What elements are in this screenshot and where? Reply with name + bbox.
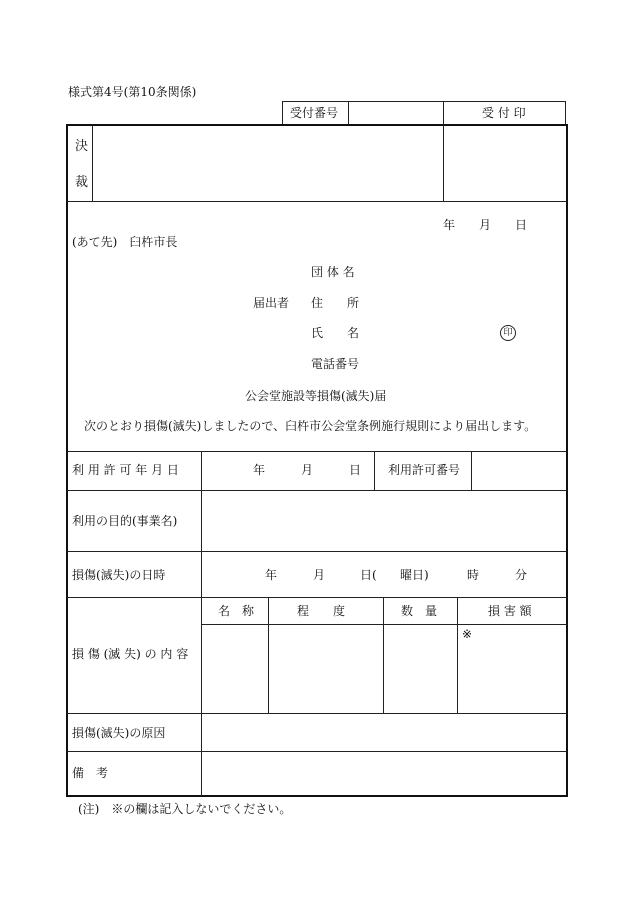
remarks-field[interactable] — [203, 753, 565, 795]
address-label: 住 所 — [311, 296, 360, 310]
content-quantity-field[interactable] — [385, 626, 456, 712]
cause-label: 損傷(滅失)の原因 — [72, 726, 166, 740]
receipt-stamp-area — [445, 126, 565, 200]
permit-number-field[interactable] — [473, 453, 565, 489]
damage-date-hour: 時 — [467, 568, 480, 582]
seal-icon: 印 — [500, 325, 516, 341]
content-degree-field[interactable] — [270, 626, 382, 712]
decision-char-1: 決 — [75, 139, 89, 154]
decision-field[interactable] — [94, 126, 442, 200]
applicant-label: 届出者 — [253, 296, 290, 310]
amount-mark: ※ — [462, 627, 473, 641]
purpose-label: 利用の目的(事業名) — [72, 514, 178, 528]
receipt-number-field[interactable] — [350, 103, 442, 123]
form-title: 様式第4号(第10条関係) — [68, 85, 197, 99]
remarks-label: 備 考 — [72, 766, 109, 780]
permit-date-year: 年 — [253, 463, 266, 477]
notice-date-day: 日 — [515, 218, 528, 232]
permit-date-day: 日 — [349, 463, 362, 477]
damage-date-year: 年 — [265, 568, 278, 582]
name-label: 氏 名 — [311, 326, 360, 340]
purpose-field[interactable] — [203, 492, 565, 550]
addressee: (あて先) 臼杵市長 — [72, 235, 178, 249]
document-title: 公会堂施設等損傷(滅失)届 — [245, 389, 387, 403]
damage-date-weekday: 曜日) — [400, 568, 429, 582]
content-name-field[interactable] — [203, 626, 267, 712]
org-name-label: 団 体 名 — [311, 265, 355, 279]
cause-field[interactable] — [203, 715, 565, 750]
decision-char-2: 裁 — [75, 175, 89, 190]
damage-content-label: 損 傷 (滅 失) の 内 容 — [72, 647, 189, 661]
footnote: (注) ※の欄は記入しないでください。 — [78, 802, 292, 816]
damage-date-minute: 分 — [515, 568, 528, 582]
content-col-degree: 程 度 — [297, 604, 346, 618]
content-col-amount: 損 害 額 — [488, 604, 532, 618]
permit-number-label: 利用許可番号 — [388, 463, 461, 477]
content-col-name: 名 称 — [218, 604, 255, 618]
damage-date-day: 日( — [360, 568, 377, 582]
notice-date-year: 年 — [443, 218, 456, 232]
damage-date-label: 損傷(滅失)の日時 — [72, 568, 166, 582]
statement-text: 次のとおり損傷(滅失)しましたので、臼杵市公会堂条例施行規則により届出します。 — [84, 419, 537, 433]
phone-label: 電話番号 — [311, 357, 360, 371]
damage-date-month: 月 — [313, 568, 326, 582]
receipt-stamp-label: 受 付 印 — [482, 106, 526, 120]
receipt-number-label: 受付番号 — [290, 106, 339, 120]
permit-date-month: 月 — [301, 463, 314, 477]
notice-date-month: 月 — [479, 218, 492, 232]
content-col-quantity: 数 量 — [401, 604, 438, 618]
permit-date-label: 利 用 許 可 年 月 日 — [72, 463, 179, 477]
